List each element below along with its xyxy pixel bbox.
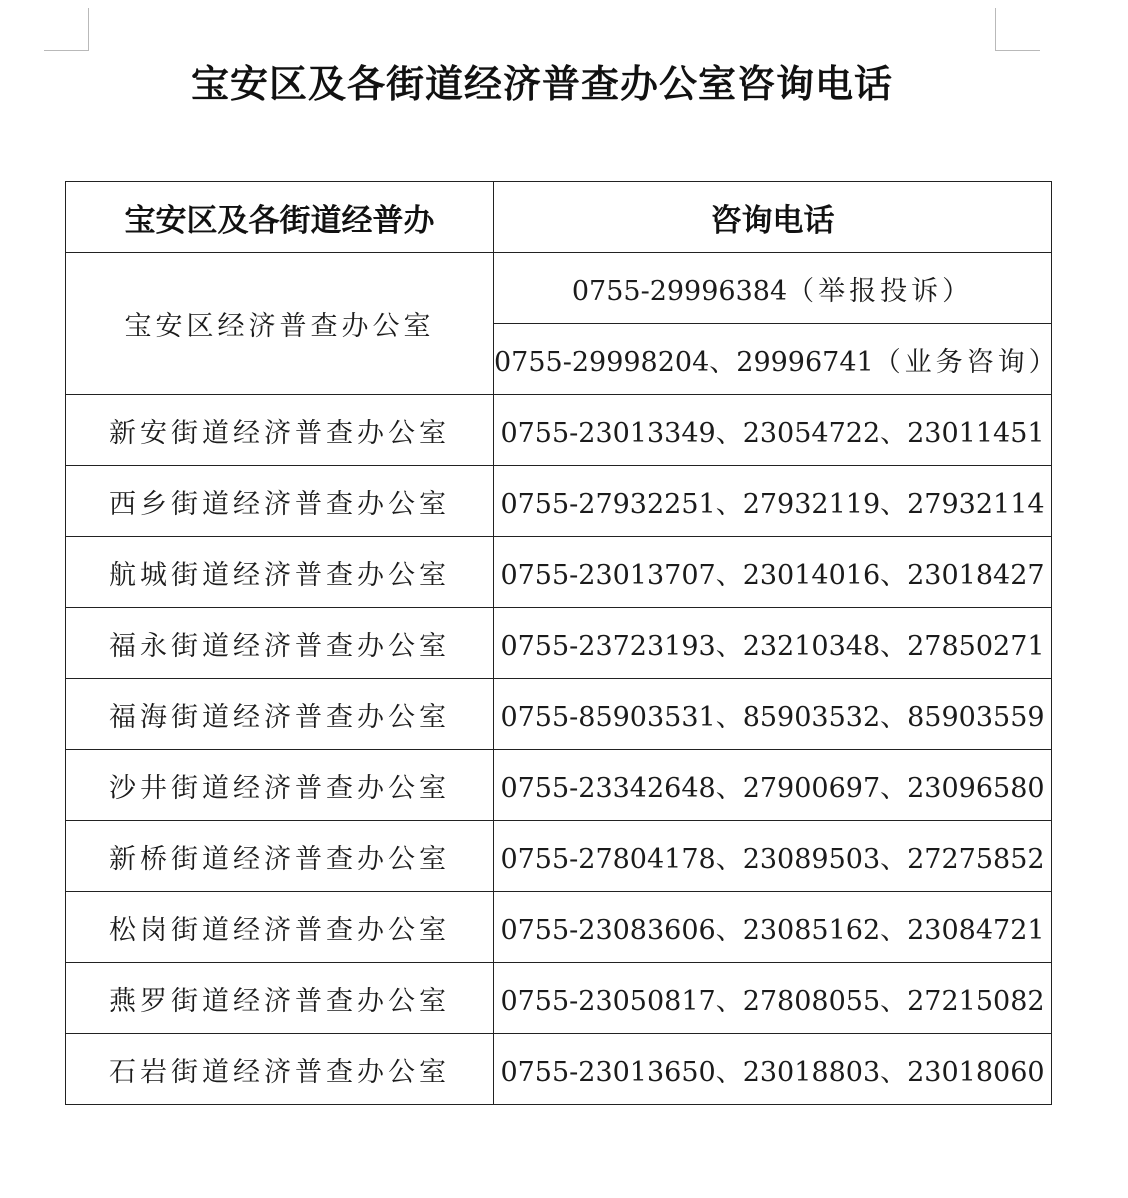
office-name: 福海街道经济普查办公室 <box>66 679 494 750</box>
phone-numbers: 0755-23050817、27808055、27215082 <box>494 963 1052 1034</box>
office-name: 航城街道经济普查办公室 <box>66 537 494 608</box>
header-phone: 咨询电话 <box>494 182 1052 253</box>
office-name: 松岗街道经济普查办公室 <box>66 892 494 963</box>
crop-mark-top-left <box>44 8 89 51</box>
crop-mark-top-right <box>995 8 1040 51</box>
district-phone-report-note: （举报投诉） <box>787 275 974 307</box>
table-row <box>66 608 1052 679</box>
contact-table-container <box>65 181 1060 1105</box>
table-row-district <box>66 253 1052 324</box>
district-phone-business <box>494 324 1060 395</box>
office-name: 沙井街道经济普查办公室 <box>66 750 494 821</box>
phone-numbers: 0755-27804178、23089503、27275852 <box>494 821 1052 892</box>
district-phone-business-note: （业务咨询） <box>873 346 1060 378</box>
office-name: 新桥街道经济普查办公室 <box>66 821 494 892</box>
table-header-row <box>66 182 1052 253</box>
district-phone-report-number: 0755-29996384 <box>571 275 788 307</box>
office-name: 石岩街道经济普查办公室 <box>66 1034 494 1105</box>
page-title: 宝安区及各街道经济普查办公室咨询电话 <box>190 62 893 106</box>
phone-numbers: 0755-27932251、27932119、27932114 <box>494 466 1052 537</box>
phone-numbers: 0755-23083606、23085162、23084721 <box>494 892 1052 963</box>
table-row <box>66 537 1052 608</box>
table-row <box>66 963 1052 1034</box>
phone-numbers: 0755-23342648、27900697、23096580 <box>494 750 1052 821</box>
contact-table <box>65 181 1060 1105</box>
office-name: 燕罗街道经济普查办公室 <box>66 963 494 1034</box>
table-row <box>66 679 1052 750</box>
district-office-name: 宝安区经济普查办公室 <box>66 253 494 395</box>
office-name: 新安街道经济普查办公室 <box>66 395 494 466</box>
office-name: 西乡街道经济普查办公室 <box>66 466 494 537</box>
district-phone-report <box>494 253 1052 324</box>
table-row <box>66 466 1052 537</box>
phone-numbers: 0755-23013349、23054722、23011451 <box>494 395 1052 466</box>
phone-numbers: 0755-23723193、23210348、27850271 <box>494 608 1052 679</box>
table-row <box>66 892 1052 963</box>
phone-numbers: 0755-85903531、85903532、85903559 <box>494 679 1052 750</box>
district-phone-business-number: 0755-29998204、29996741 <box>494 346 874 378</box>
table-row <box>66 750 1052 821</box>
header-office: 宝安区及各街道经普办 <box>66 182 494 253</box>
office-name: 福永街道经济普查办公室 <box>66 608 494 679</box>
phone-numbers: 0755-23013707、23014016、23018427 <box>494 537 1052 608</box>
table-row <box>66 1034 1052 1105</box>
phone-numbers: 0755-23013650、23018803、23018060 <box>494 1034 1052 1105</box>
table-row <box>66 821 1052 892</box>
table-row <box>66 395 1052 466</box>
